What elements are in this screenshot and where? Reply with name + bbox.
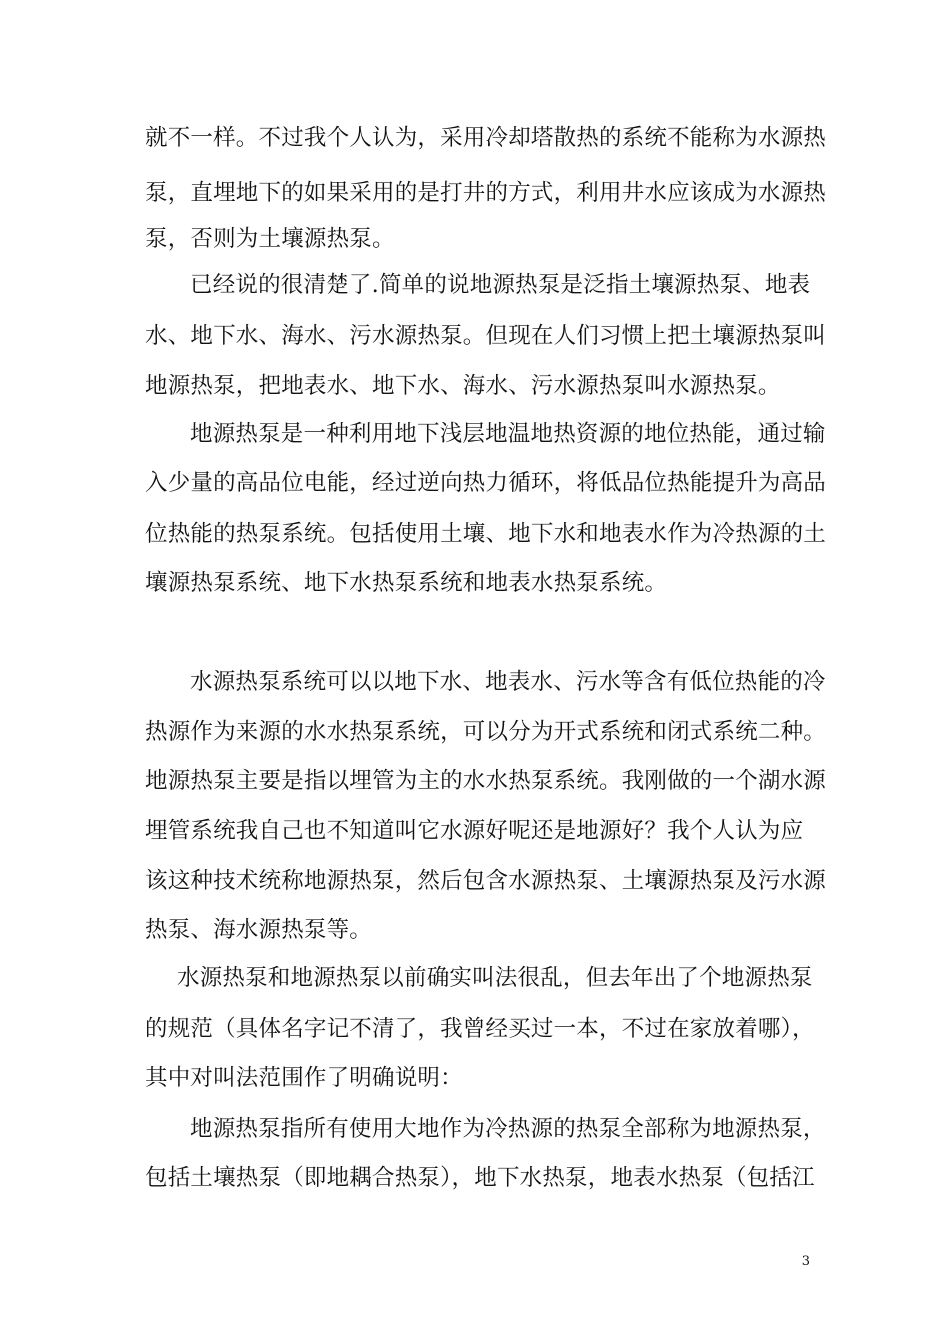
text-line: 该这种技术统称地源热泵，然后包含水源热泵、土壤源热泵及污水源 [145,868,827,894]
text-line: 热源作为来源的水水热泵系统，可以分为开式系统和闭式系统二种。 [145,719,827,745]
text-line: 壤源热泵系统、地下水热泵系统和地表水热泵系统。 [145,570,668,596]
text-line: 泵，否则为土壤源热泵。 [145,226,395,252]
text-line: 就不一样。不过我个人认为，采用冷却塔散热的系统不能称为水源热 [145,125,827,151]
text-line: 包括土壤热泵（即地耦合热泵），地下水热泵，地表水热泵（包括江 [145,1165,815,1191]
text-line: 其中对叫法范围作了明确说明： [145,1065,463,1091]
text-line: 水、地下水、海水、污水源热泵。但现在人们习惯上把土壤源热泵叫 [145,323,827,349]
text-line: 地源热泵指所有使用大地作为冷热源的热泵全部称为地源热泵， [190,1116,826,1142]
text-line: 地源热泵是一种利用地下浅层地温地热资源的地位热能，通过输 [190,421,826,447]
text-line: 入少量的高品位电能，经过逆向热力循环，将低品位热能提升为高品 [145,470,827,496]
text-line: 位热能的热泵系统。包括使用土壤、地下水和地表水作为冷热源的土 [145,521,827,547]
text-line: 埋管系统我自己也不知道叫它水源好呢还是地源好？我个人认为应 [145,818,804,844]
text-line: 已经说的很清楚了.简单的说地源热泵是泛指土壤源热泵、地表 [190,272,811,298]
text-line: 热泵、海水源热泵等。 [145,917,373,943]
text-line: 水源热泵系统可以以地下水、地表水、污水等含有低位热能的冷 [190,669,826,695]
text-line: 的规范（具体名字记不清了，我曾经买过一本，不过在家放着哪）， [145,1016,815,1042]
text-line: 地源热泵，把地表水、地下水、海水、污水源热泵叫水源热泵。 [145,373,781,399]
text-line: 地源热泵主要是指以埋管为主的水水热泵系统。我刚做的一个湖水源 [145,768,827,794]
text-line: 水源热泵和地源热泵以前确实叫法很乱，但去年出了个地源热泵 [177,965,813,991]
text-line: 泵，直埋地下的如果采用的是打井的方式，利用井水应该成为水源热 [145,180,827,206]
page-number: 3 [801,1254,810,1269]
